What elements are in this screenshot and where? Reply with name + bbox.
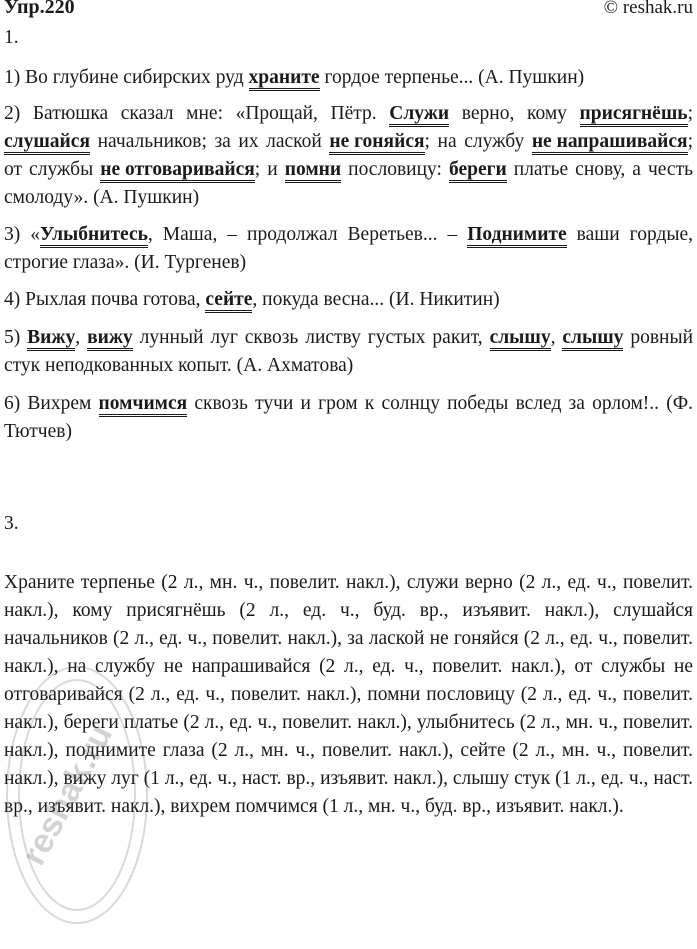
sentence-text: гордое терпенье... (А. Пушкин) — [319, 67, 585, 88]
sentence-text: ; от службы — [4, 131, 693, 180]
site-credit: © reshak.ru — [603, 0, 693, 18]
verb-highlight: Служи — [389, 104, 449, 127]
verb-highlight: слушайся — [4, 132, 90, 155]
sentence-text: , Маша, – продолжал Веретьев... – — [147, 224, 468, 245]
sentence-text: начальников; за их лаской — [90, 131, 330, 152]
verb-highlight: Улыбнитесь — [40, 225, 148, 248]
sentence-text: 2) Батюшка сказал мне: «Прощай, Пётр. — [4, 103, 390, 124]
sentence-1 — [4, 64, 693, 92]
verb-highlight: не гоняйся — [329, 132, 424, 155]
sentence-text: , покуда весна... (И. Никитин) — [252, 289, 500, 310]
sentence-text: ваши гордые, строгие глаза». (И. Тургенев) — [4, 224, 693, 273]
sentence-5 — [4, 324, 693, 380]
sentence-text: 6) Вихрем — [4, 393, 99, 414]
verb-highlight: не отговаривайся — [100, 160, 255, 183]
verb-highlight: не напрашивайся — [532, 132, 688, 155]
sentence-3 — [4, 221, 693, 277]
verb-highlight: сейте — [205, 290, 252, 313]
sentence-6 — [4, 390, 693, 446]
sentence-text: , — [75, 327, 88, 348]
verb-highlight: присягнёшь — [580, 104, 688, 127]
sentence-text: пословицу: — [341, 159, 449, 180]
exercise-title: Упр.220 — [4, 0, 75, 18]
part-1-number: 1. — [4, 27, 19, 48]
sentence-text: лунный луг сквозь листву густых ракит, — [132, 327, 490, 348]
watermark-text: reshak.ru — [14, 718, 121, 872]
verb-highlight: вижу — [87, 328, 133, 351]
sentence-text: , — [550, 327, 563, 348]
verb-highlight: слышу — [562, 328, 623, 351]
verb-highlight: слышу — [490, 328, 551, 351]
sentence-text: сквозь тучи и гром к солнцу победы вслед за орлом!.. (Ф. Тютчев) — [4, 393, 693, 442]
verb-highlight: помни — [285, 160, 341, 183]
sentence-text: ; на службу — [424, 131, 532, 152]
part-3-answer: Храните терпенье (2 л., мн. ч., повелит. накл.), служи верно (2 л., ед. ч., повелит. накл.), кому присягнёшь (2 л., ед. ч., буд. вр., изъявит. накл.), слушайся начальников (2 л., ед. ч., повелит. накл.), за лаской не гоняйся (2 л., ед. ч., повелит. накл.), на службу не напрашивайся (2 л., ед. ч., повелит. накл.), от службы не отговаривайся (2 л., ед. ч., повелит. накл.), помни пословицу (2 л., ед. ч., повелит. накл.), береги платье (2 л., ед. ч., повелит. накл.), улыбнитесь (2 л., мн. ч., повелит. накл.), поднимите глаза (2 л., мн. ч., повелит. накл.), сейте (2 л., мн. ч., повелит. накл.), вижу луг (1 л., ед. ч., наст. вр., изъявит. накл.), слышу стук (1 л., ед. ч., наст. вр., изъявит. накл.), вихрем помчимся (1 л., мн. ч., буд. вр., изъявит. накл.). — [4, 572, 693, 817]
verb-highlight: храните — [249, 68, 320, 91]
sentence-2 — [4, 100, 693, 212]
part-3-number: 3. — [4, 513, 19, 534]
verb-highlight: Вижу — [27, 328, 75, 351]
verb-highlight: Поднимите — [467, 225, 566, 248]
verb-highlight: помчимся — [99, 394, 188, 417]
sentence-text: ; и — [254, 159, 285, 180]
sentence-text: 3) « — [4, 224, 40, 245]
sentence-text: ; — [687, 103, 694, 124]
sentence-text: ровный стук неподкованных копыт. (А. Ахматова) — [4, 327, 694, 376]
sentence-text: 4) Рыхлая почва готова, — [4, 289, 206, 310]
sentence-text: платье снову, а честь смолоду». (А. Пушкин) — [4, 159, 693, 208]
sentence-text: 5) — [4, 327, 28, 348]
verb-highlight: береги — [449, 160, 507, 183]
page-header — [4, 0, 693, 22]
sentence-text: 1) Во глубине сибирских руд — [4, 67, 249, 88]
sentence-4 — [4, 286, 693, 314]
sentence-text: верно, кому — [449, 103, 580, 124]
